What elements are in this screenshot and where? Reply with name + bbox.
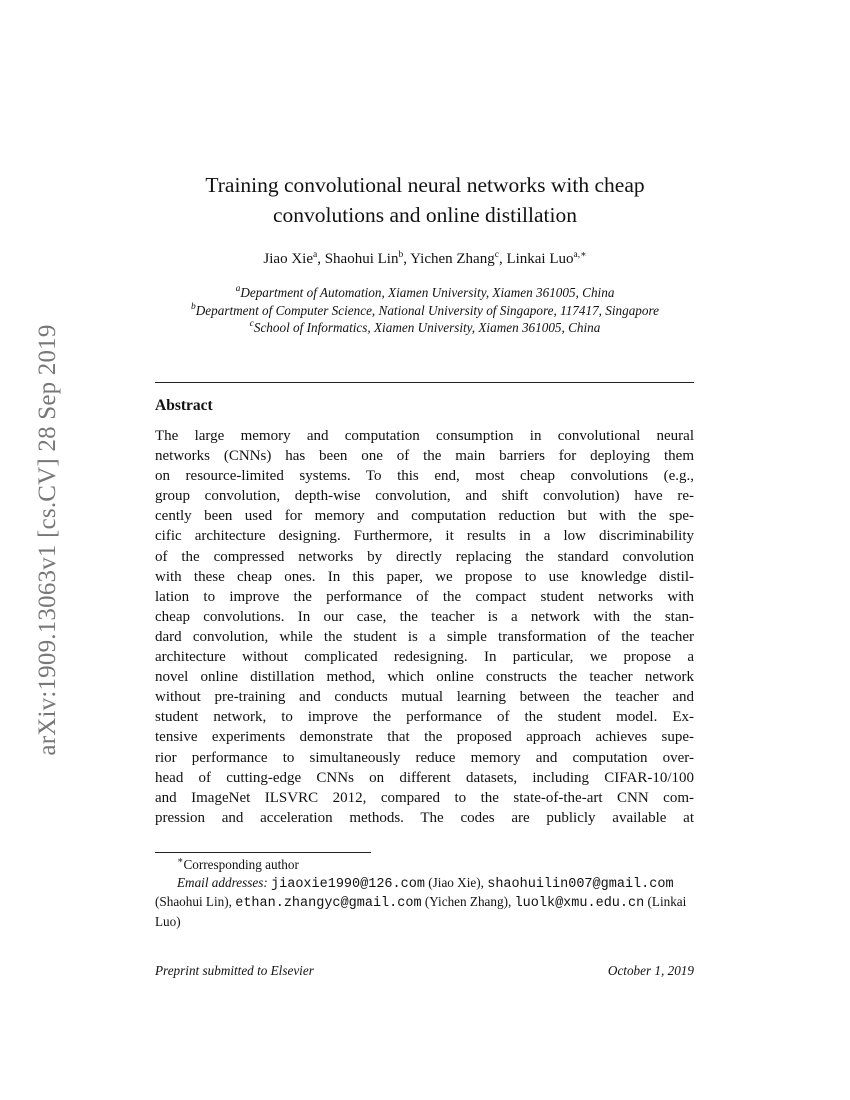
affiliation-text: Department of Computer Science, National University of Singapore, 117417, Singapore xyxy=(195,302,659,318)
author-affiliation-mark: a xyxy=(312,250,318,260)
abstract-line: with these cheap ones. In this paper, we propose to use knowledge distil- xyxy=(155,568,694,585)
abstract-line: novel online distillation method, which online constructs the teacher network xyxy=(155,669,694,686)
submission-date: October 1, 2019 xyxy=(607,963,694,978)
abstract-line: cific architecture designing. Furthermore, it results in a low discriminability xyxy=(155,528,694,545)
abstract-line: The large memory and computation consumption in convolutional neural xyxy=(155,428,694,444)
abstract-line: networks (CNNs) has been one of the main barriers for deploying them xyxy=(155,448,694,465)
abstract-line: tensive experiments demonstrate that the proposed approach achieves supe- xyxy=(155,729,694,746)
affiliation-mark: c xyxy=(249,319,254,329)
title-line-1: Training convolutional neural networks with cheap xyxy=(205,173,645,197)
author-affiliation-mark: b xyxy=(398,250,404,260)
author-name: Linkai Luo xyxy=(506,251,574,267)
abstract-line: group convolution, depth-wise convolution, and shift convolution) have re- xyxy=(155,488,694,505)
paper-title xyxy=(0,170,850,230)
abstract-line: cheap convolutions. In our case, the teacher is a network with the stan- xyxy=(155,608,694,625)
abstract-line: pression and acceleration methods. The codes are publicly available at xyxy=(155,809,694,826)
abstract-line: student network, to improve the performance of the student model. Ex- xyxy=(155,709,694,726)
abstract-line: cently been used for memory and computation reduction but with the spe- xyxy=(155,508,694,525)
footnote-rule xyxy=(155,852,371,853)
affiliation-mark: a xyxy=(235,284,241,294)
author-name: Yichen Zhang xyxy=(410,251,495,267)
email-owner: (Jiao Xie), xyxy=(428,874,484,890)
abstract-line: dard convolution, while the student is a simple transformation of the teacher xyxy=(155,628,694,645)
email-link[interactable]: luolk@xmu.edu.cn xyxy=(514,896,645,911)
abstract-line: on resource-limited systems. To this end, most cheap convolutions (e.g., xyxy=(155,468,694,485)
abstract-line: architecture without complicated redesigning. In particular, we propose a xyxy=(155,649,694,666)
arxiv-identifier-stamp: arXiv:1909.13063v1 [cs.CV] 28 Sep 2019 xyxy=(34,324,61,756)
email-link[interactable]: shaohuilin007@gmail.com xyxy=(487,876,674,892)
affiliation-item xyxy=(0,302,850,320)
email-owner: (Shaohui Lin), xyxy=(155,894,232,909)
email-addresses-note xyxy=(155,874,694,931)
abstract-heading: Abstract xyxy=(155,397,213,414)
footnotes xyxy=(155,856,694,930)
abstract-line: of the compressed networks by directly replacing the standard convolution xyxy=(155,548,694,565)
affiliation-item xyxy=(0,284,850,302)
abstract-line: lation to improve the performance of the compact student networks with xyxy=(155,588,694,605)
corresponding-author-note xyxy=(155,856,694,874)
abstract-line: and ImageNet ILSVRC 2012, compared to the state-of-the-art CNN com- xyxy=(155,789,694,806)
author-name: Shaohui Lin xyxy=(324,251,399,267)
abstract-line: head of cutting-edge CNNs on different datasets, including CIFAR-10/100 xyxy=(155,769,694,786)
preprint-note: Preprint submitted to Elsevier xyxy=(155,963,314,978)
affiliation-text: Department of Automation, Xiamen University, Xiamen 361005, China xyxy=(240,285,615,300)
affiliation-item xyxy=(0,319,850,337)
author-list: Jiao Xie$^a$, Shaohui Lin$^b$, Yichen Zhang$^c$, Linkai Luo$^{a,∗}$ xyxy=(263,250,587,267)
email-link[interactable]: jiaoxie1990@126.com xyxy=(271,876,425,892)
email-owner: (Linkai Luo) xyxy=(155,894,687,929)
affiliation-text: School of Informatics, Xiamen University, Xiamen 361005, China xyxy=(253,320,601,335)
abstract-line: rior performance to simultaneously reduce memory and computation over- xyxy=(155,749,694,766)
author-name: Jiao Xie xyxy=(263,251,313,267)
author-affiliation-mark: c xyxy=(494,250,499,260)
affiliation-list xyxy=(0,284,850,337)
email-link[interactable]: ethan.zhangyc@gmail.com xyxy=(235,896,422,911)
email-label: Email addresses: xyxy=(177,874,268,890)
author-affiliation-mark: a,∗ xyxy=(573,250,587,260)
corresponding-author-text: Corresponding author xyxy=(183,857,299,872)
abstract-line: without pre-training and conducts mutual learning between the teacher and xyxy=(155,689,694,706)
footnote-mark: ∗ xyxy=(177,856,184,866)
affiliation-mark: b xyxy=(191,301,196,312)
abstract-body xyxy=(155,426,694,828)
abstract-top-rule xyxy=(155,382,694,383)
title-line-2: convolutions and online distillation xyxy=(273,203,577,227)
email-owner: (Yichen Zhang), xyxy=(424,894,512,909)
